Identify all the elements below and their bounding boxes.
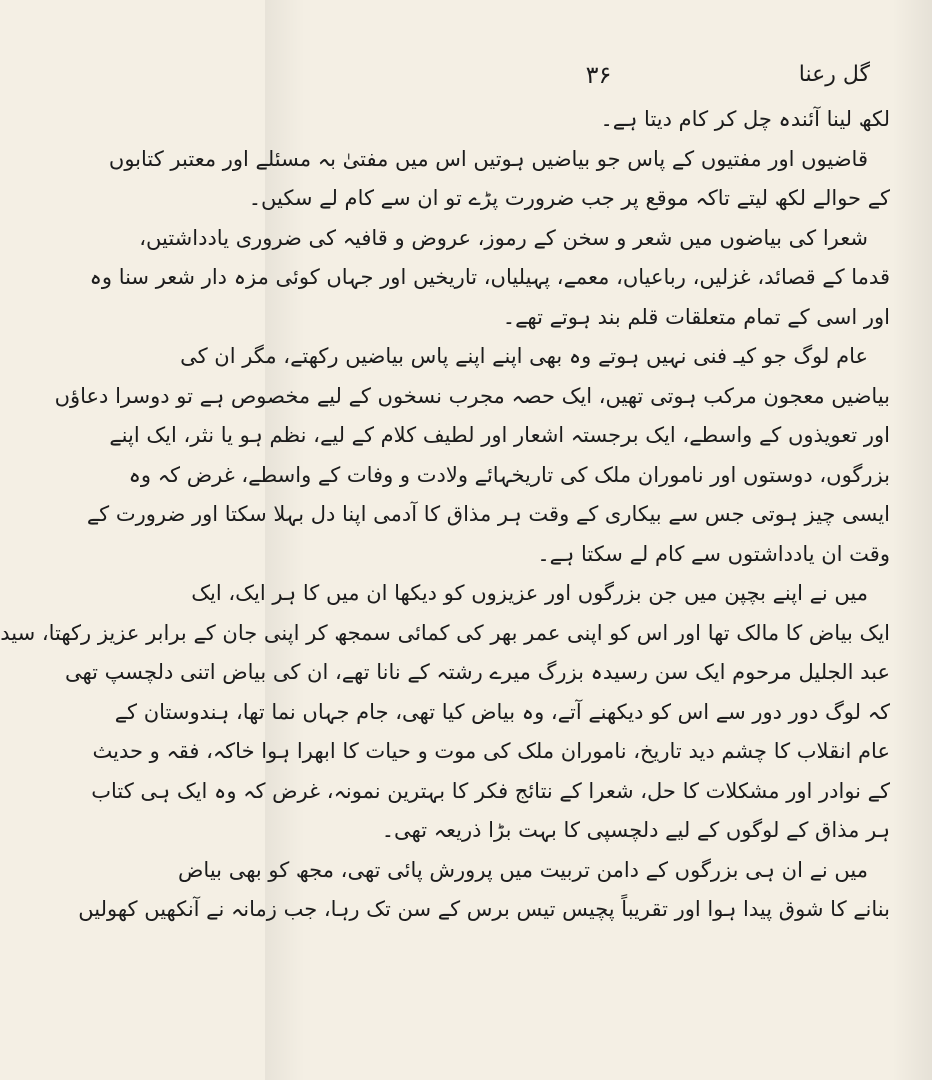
- text-line: بزرگوں، دوستوں اور ناموران ملک کی تاریخہائے ولادت و وفات کے واسطے، غرض کہ وہ: [128, 462, 890, 487]
- text-line: قدما کے قصائد، غزلیں، رباعیاں، معمے، پہیلیاں، تاریخیں اور جہاں کوئی مزہ دار شعر سنا وہ: [89, 265, 890, 289]
- text-line: کے حوالے لکھ لیتے تاکہ موقع پر جب ضرورت پڑے تو ان سے کام لے سکیں۔: [248, 186, 890, 210]
- running-title: گل رعنا: [798, 62, 870, 87]
- text-line: میں نے ان ہی بزرگوں کے دامن تربیت میں پرورش پائی تھی، مجھ کو بھی بیاض: [178, 857, 868, 882]
- text-line: لکھ لینا آئندہ چل کر کام دیتا ہے۔: [600, 107, 890, 131]
- text-line: اور اسی کے تمام متعلقات قلم بند ہوتے تھے۔: [502, 304, 890, 329]
- text-line: ایک بیاض کا مالک تھا اور اس کو اپنی عمر بھر کی کمائی سمجھ کر اپنی جان کے برابر عزیز رکھتا، سید: [0, 620, 890, 645]
- text-line: بیاضیں معجون مرکب ہوتی تھیں، ایک حصہ مجرب نسخوں کے لیے مخصوص ہے تو دوسرا دعاؤں: [54, 383, 890, 408]
- text-line: بنانے کا شوق پیدا ہوا اور تقریباً پچیس تیس برس کے سن تک رہا، جب زمانہ نے آنکھیں کھولیں: [78, 897, 890, 921]
- page-number: ۳۶: [585, 61, 612, 89]
- text-line: میں نے اپنے بچپن میں جن بزرگوں اور عزیزوں کو دیکھا ان میں کا ہر ایک، ایک: [191, 581, 868, 605]
- text-line: قاضیوں اور مفتیوں کے پاس جو بیاضیں ہوتیں اس میں مفتیٰ بہ مسئلے اور معتبر کتابوں: [108, 146, 868, 171]
- text-line: عام لوگ جو کیـ فنی نہیں ہوتے وہ بھی اپنے اپنے پاس بیاضیں رکھتے، مگر ان کی: [180, 344, 868, 368]
- text-line: کہ لوگ دور دور سے اس کو دیکھنے آتے، وہ بیاض کیا تھی، جام جہاں نما تھا، ہندوستان کے: [114, 699, 890, 724]
- text-line: ہر مذاق کے لوگوں کے لیے دلچسپی کا بہت بڑا ذریعہ تھی۔: [381, 818, 890, 842]
- text-line: وقت ان یادداشتوں سے کام لے سکتا ہے۔: [537, 541, 890, 566]
- text-line: ایسی چیز ہوتی جس سے بیکاری کے وقت ہر مذاق کا آدمی اپنا دل بہلا سکتا اور ضرورت کے: [86, 502, 890, 526]
- page-header: [307, 60, 890, 94]
- text-line: شعرا کی بیاضوں میں شعر و سخن کے رموز، عروض و قافیہ کی ضروری یادداشتیں،: [139, 225, 868, 250]
- text-line: عام انقلاب کا چشم دید تاریخ، ناموران ملک کی موت و حیات کا ابھرا ہوا خاکہ، فقہ و حدیث: [92, 739, 890, 763]
- body-text: [0, 100, 890, 930]
- text-line: اور تعویذوں کے واسطے، ایک برجستہ اشعار اور لطیف کلام کے لیے، نظم ہو یا نثر، ایک اپنے: [109, 423, 890, 447]
- text-line: کے نوادر اور مشکلات کا حل، شعرا کے نتائج فکر کا بہترین نمونہ، غرض کہ وہ ایک ہی کتاب: [91, 778, 890, 803]
- text-line: عبد الجلیل مرحوم ایک سن رسیدہ بزرگ میرے رشتہ کے نانا تھے، ان کی بیاض اتنی دلچسپ تھی: [64, 660, 890, 684]
